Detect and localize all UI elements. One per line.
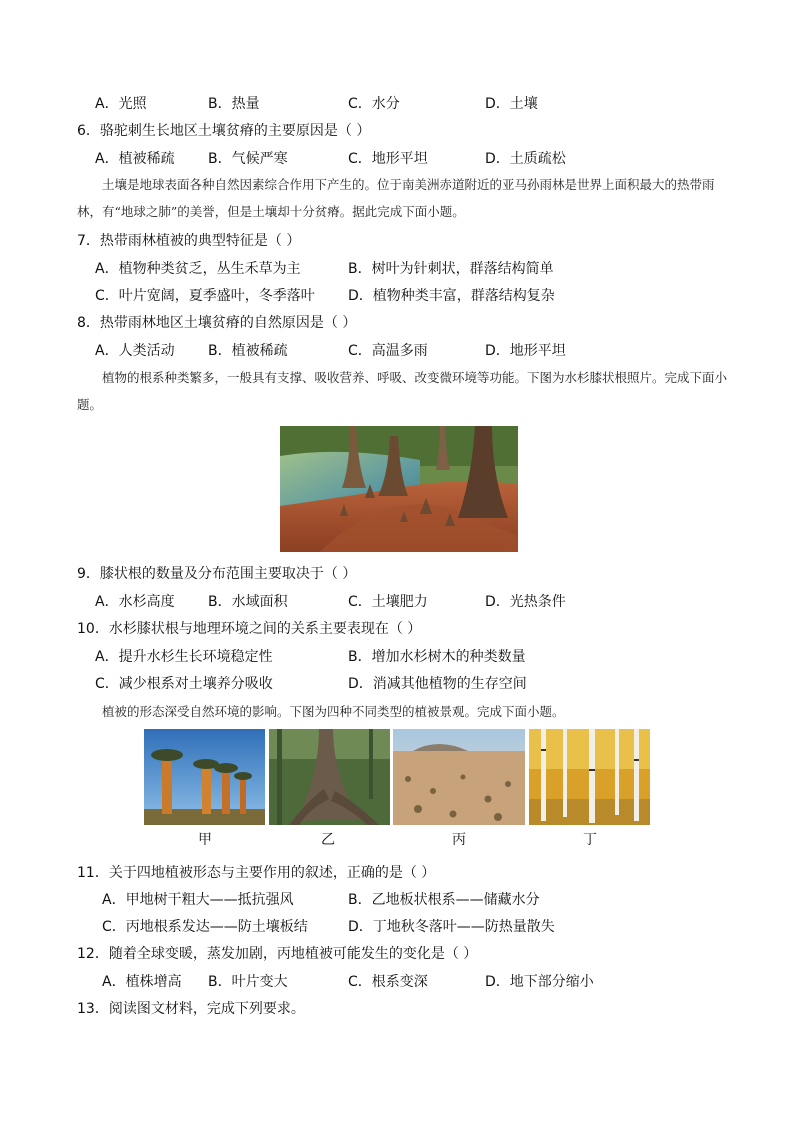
photo-bing-desert-steppe [393,729,525,825]
q7-option-d[interactable]: D．植物种类丰富，群落结构复杂 [348,288,555,304]
q11-option-d[interactable]: D．丁地秋冬落叶——防热量散失 [348,919,555,935]
q11-option-a[interactable]: A．甲地树干粗大——抵抗强风 [102,892,294,908]
q12-stem: 12．随着全球变暖，蒸发加剧，丙地植被可能发生的变化是（ ） [77,946,478,962]
q5-option-d[interactable]: D．土壤 [485,96,538,112]
q8-option-d[interactable]: D．地形平坦 [485,343,566,359]
q8-option-b[interactable]: B．植被稀疏 [208,343,288,359]
q10-stem: 10．水杉膝状根与地理环境之间的关系主要表现在（ ） [77,621,422,637]
q5-option-c[interactable]: C．水分 [348,96,400,112]
q9-option-d[interactable]: D．光热条件 [485,594,566,610]
q11-option-b[interactable]: B．乙地板状根系——储藏水分 [348,892,540,908]
photo-ding-birch-forest [529,729,650,825]
passage-vegetation-types: 植被的形态深受自然环境的影响。下图为四种不同类型的植被景观。完成下面小题。 [102,704,565,719]
q9-stem: 9．膝状根的数量及分布范围主要取决于（ ） [77,566,357,582]
q7-option-c[interactable]: C．叶片宽阔，夏季盛叶，冬季落叶 [95,288,315,304]
q9-option-b[interactable]: B．水域面积 [208,594,288,610]
q7-option-a[interactable]: A．植物种类贫乏，丛生禾草为主 [95,261,301,277]
q6-option-c[interactable]: C．地形平坦 [348,151,428,167]
q6-stem: 6．骆驼刺生长地区土壤贫瘠的主要原因是（ ） [77,123,371,139]
knee-root-photo [280,426,518,552]
q10-option-c[interactable]: C．减少根系对土壤养分吸收 [95,676,273,692]
q9-option-a[interactable]: A．水杉高度 [95,594,175,610]
caption-bing: 丙 [452,832,466,848]
q7-stem: 7．热带雨林植被的典型特征是（ ） [77,233,301,249]
q13-stem: 13．阅读图文材料，完成下列要求。 [77,1001,305,1017]
q8-option-c[interactable]: C．高温多雨 [348,343,428,359]
q9-option-c[interactable]: C．土壤肥力 [348,594,428,610]
q8-stem: 8．热带雨林地区土壤贫瘠的自然原因是（ ） [77,315,357,331]
q10-option-b[interactable]: B．增加水杉树木的种类数量 [348,649,526,665]
q11-stem: 11．关于四地植被形态与主要作用的叙述，正确的是（ ） [77,865,436,881]
q6-option-d[interactable]: D．土质疏松 [485,151,566,167]
q11-option-c[interactable]: C．丙地根系发达——防土壤板结 [102,919,308,935]
q12-option-c[interactable]: C．根系变深 [348,974,428,990]
q8-option-a[interactable]: A．人类活动 [95,343,175,359]
q12-option-b[interactable]: B．叶片变大 [208,974,288,990]
photo-yi-buttress-roots [269,729,390,825]
q6-option-a[interactable]: A．植被稀疏 [95,151,175,167]
caption-yi: 乙 [321,832,335,848]
passage-knee-roots: 植物的根系种类繁多，一般具有支撑、吸收营养、呼吸、改变微环境等功能。下图为水杉膝状根照片。完成下面小题。 [77,370,728,412]
caption-jia: 甲 [198,832,212,848]
photo-jia-baobab [144,729,265,825]
q12-option-d[interactable]: D．地下部分缩小 [485,974,594,990]
passage-soil-rainforest: 土壤是地球表面各种自然因素综合作用下产生的。位于南美洲赤道附近的亚马孙雨林是世界上面积最大的热带雨林，有“地球之肺”的美誉，但是土壤却十分贫瘠。据此完成下面小题。 [77,177,715,219]
q5-option-b[interactable]: B．热量 [208,96,260,112]
q7-option-b[interactable]: B．树叶为针刺状，群落结构简单 [348,261,554,277]
q10-option-a[interactable]: A．提升水杉生长环境稳定性 [95,649,273,665]
q12-option-a[interactable]: A．植株增高 [102,974,182,990]
q6-option-b[interactable]: B．气候严寒 [208,151,288,167]
caption-ding: 丁 [583,832,597,848]
q10-option-d[interactable]: D．消减其他植物的生存空间 [348,676,527,692]
q5-option-a[interactable]: A．光照 [95,96,147,112]
